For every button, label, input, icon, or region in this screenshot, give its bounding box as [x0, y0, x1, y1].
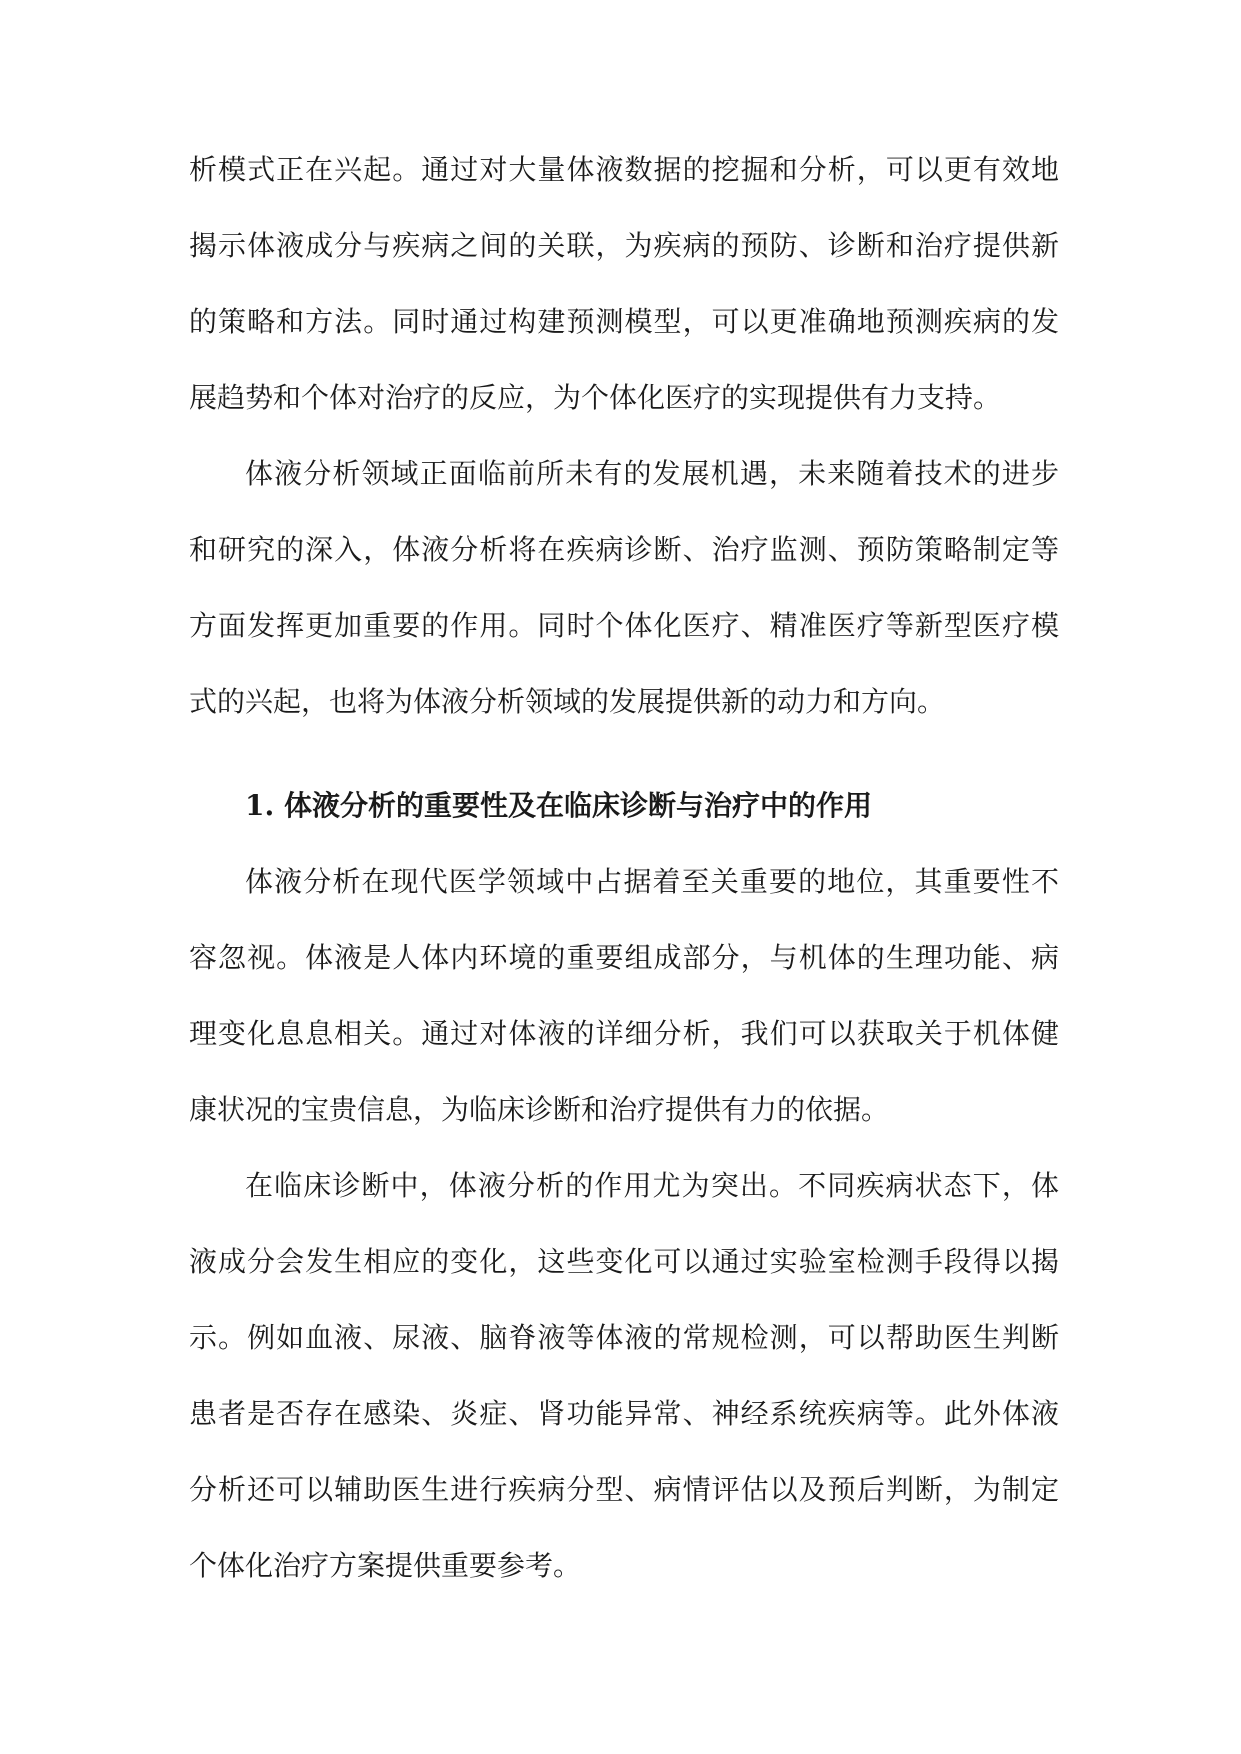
paragraph-line: 方面发挥更加重要的作用。同时个体化医疗、精准医疗等新型医疗模 [189, 609, 1059, 642]
paragraph-line: 的策略和方法。同时通过构建预测模型，可以更准确地预测疾病的发 [189, 305, 1059, 338]
paragraph-line: 和研究的深入，体液分析将在疾病诊断、治疗监测、预防策略制定等 [189, 533, 1059, 566]
paragraph-line: 理变化息息相关。通过对体液的详细分析，我们可以获取关于机体健 [189, 1017, 1059, 1050]
paragraph-line: 在临床诊断中，体液分析的作用尤为突出。不同疾病状态下，体 [245, 1169, 1059, 1202]
paragraph-line: 体液分析领域正面临前所未有的发展机遇，未来随着技术的进步 [245, 457, 1059, 490]
paragraph-line: 患者是否存在感染、炎症、肾功能异常、神经系统疾病等。此外体液 [189, 1397, 1059, 1430]
paragraph-line: 体液分析在现代医学领域中占据着至关重要的地位，其重要性不 [245, 865, 1059, 898]
paragraph-line: 康状况的宝贵信息，为临床诊断和治疗提供有力的依据。 [189, 1093, 890, 1126]
paragraph-line: 析模式正在兴起。通过对大量体液数据的挖掘和分析，可以更有效地 [189, 153, 1059, 186]
paragraph-line: 揭示体液成分与疾病之间的关联，为疾病的预防、诊断和治疗提供新 [189, 229, 1059, 262]
paragraph-line: 示。例如血液、尿液、脑脊液等体液的常规检测，可以帮助医生判断 [189, 1321, 1059, 1354]
section-heading: 1. 体液分析的重要性及在临床诊断与治疗中的作用 [245, 789, 872, 822]
paragraph-line: 式的兴起，也将为体液分析领域的发展提供新的动力和方向。 [189, 685, 946, 718]
paragraph-line: 展趋势和个体对治疗的反应，为个体化医疗的实现提供有力支持。 [189, 381, 1002, 414]
paragraph-line: 容忽视。体液是人体内环境的重要组成部分，与机体的生理功能、病 [189, 941, 1059, 974]
paragraph-line: 个体化治疗方案提供重要参考。 [189, 1549, 582, 1582]
paragraph-line: 液成分会发生相应的变化，这些变化可以通过实验室检测手段得以揭 [189, 1245, 1059, 1278]
paragraph-line: 分析还可以辅助医生进行疾病分型、病情评估以及预后判断，为制定 [189, 1473, 1059, 1506]
